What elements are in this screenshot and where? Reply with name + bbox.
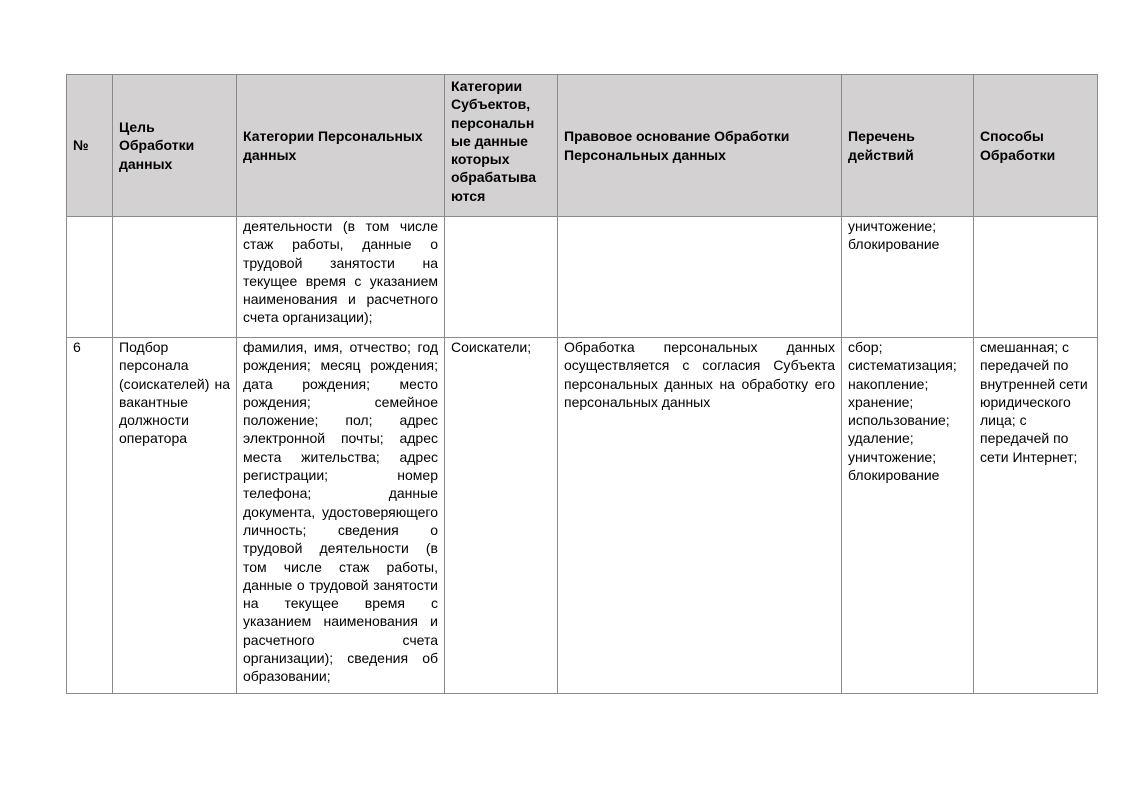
cell-legal-basis	[558, 217, 842, 338]
cell-subjects	[445, 217, 558, 338]
cell-purpose: Подбор персонала (соискателей) на вакантные должности оператора	[113, 338, 237, 694]
cell-purpose	[113, 217, 237, 338]
header-data-categories: Категории Персональных данных	[237, 75, 445, 217]
cell-legal-basis: Обработка персональных данных осуществляется с согласия Субъекта персональных данных на обработку его персональных данных	[558, 338, 842, 694]
cell-actions: сбор; систематизация; накопление; хранение; использование; удаление; уничтожение; блокирование	[842, 338, 974, 694]
cell-methods: смешанная; с передачей по внутренней сети юридического лица; с передачей по сети Интернет;	[974, 338, 1098, 694]
cell-number: 6	[67, 338, 113, 694]
header-methods: Способы Обработки	[974, 75, 1098, 217]
cell-methods	[974, 217, 1098, 338]
cell-actions: уничтожение; блокирование	[842, 217, 974, 338]
header-legal-basis: Правовое основание Обработки Персональных данных	[558, 75, 842, 217]
cell-number	[67, 217, 113, 338]
cell-data-categories: фамилия, имя, отчество; год рождения; месяц рождения; дата рождения; место рождения; семейное положение; пол; адрес электронной почты; адрес места жительства; адрес регистрации; номер телефона; данные документа, удостоверяющего личность; сведения о трудовой деятельности (в том числе стаж работы, данные о трудовой занятости на текущее время с указанием наименования и расчетного счета организации); сведения об образовании;	[237, 338, 445, 694]
header-number: №	[67, 75, 113, 217]
cell-subjects: Соискатели;	[445, 338, 558, 694]
cell-data-categories: деятельности (в том числе стаж работы, данные о трудовой занятости на текущее время с указанием наименования и расчетного счета организации);	[237, 217, 445, 338]
header-actions: Перечень действий	[842, 75, 974, 217]
processing-table	[66, 74, 1098, 694]
header-purpose: Цель Обработки данных	[113, 75, 237, 217]
header-row	[67, 75, 1098, 217]
table-row	[67, 338, 1098, 694]
table-row	[67, 217, 1098, 338]
header-subject-categories: Категории Субъектов, персональн ые данные которых обрабатыва ются	[445, 75, 558, 217]
